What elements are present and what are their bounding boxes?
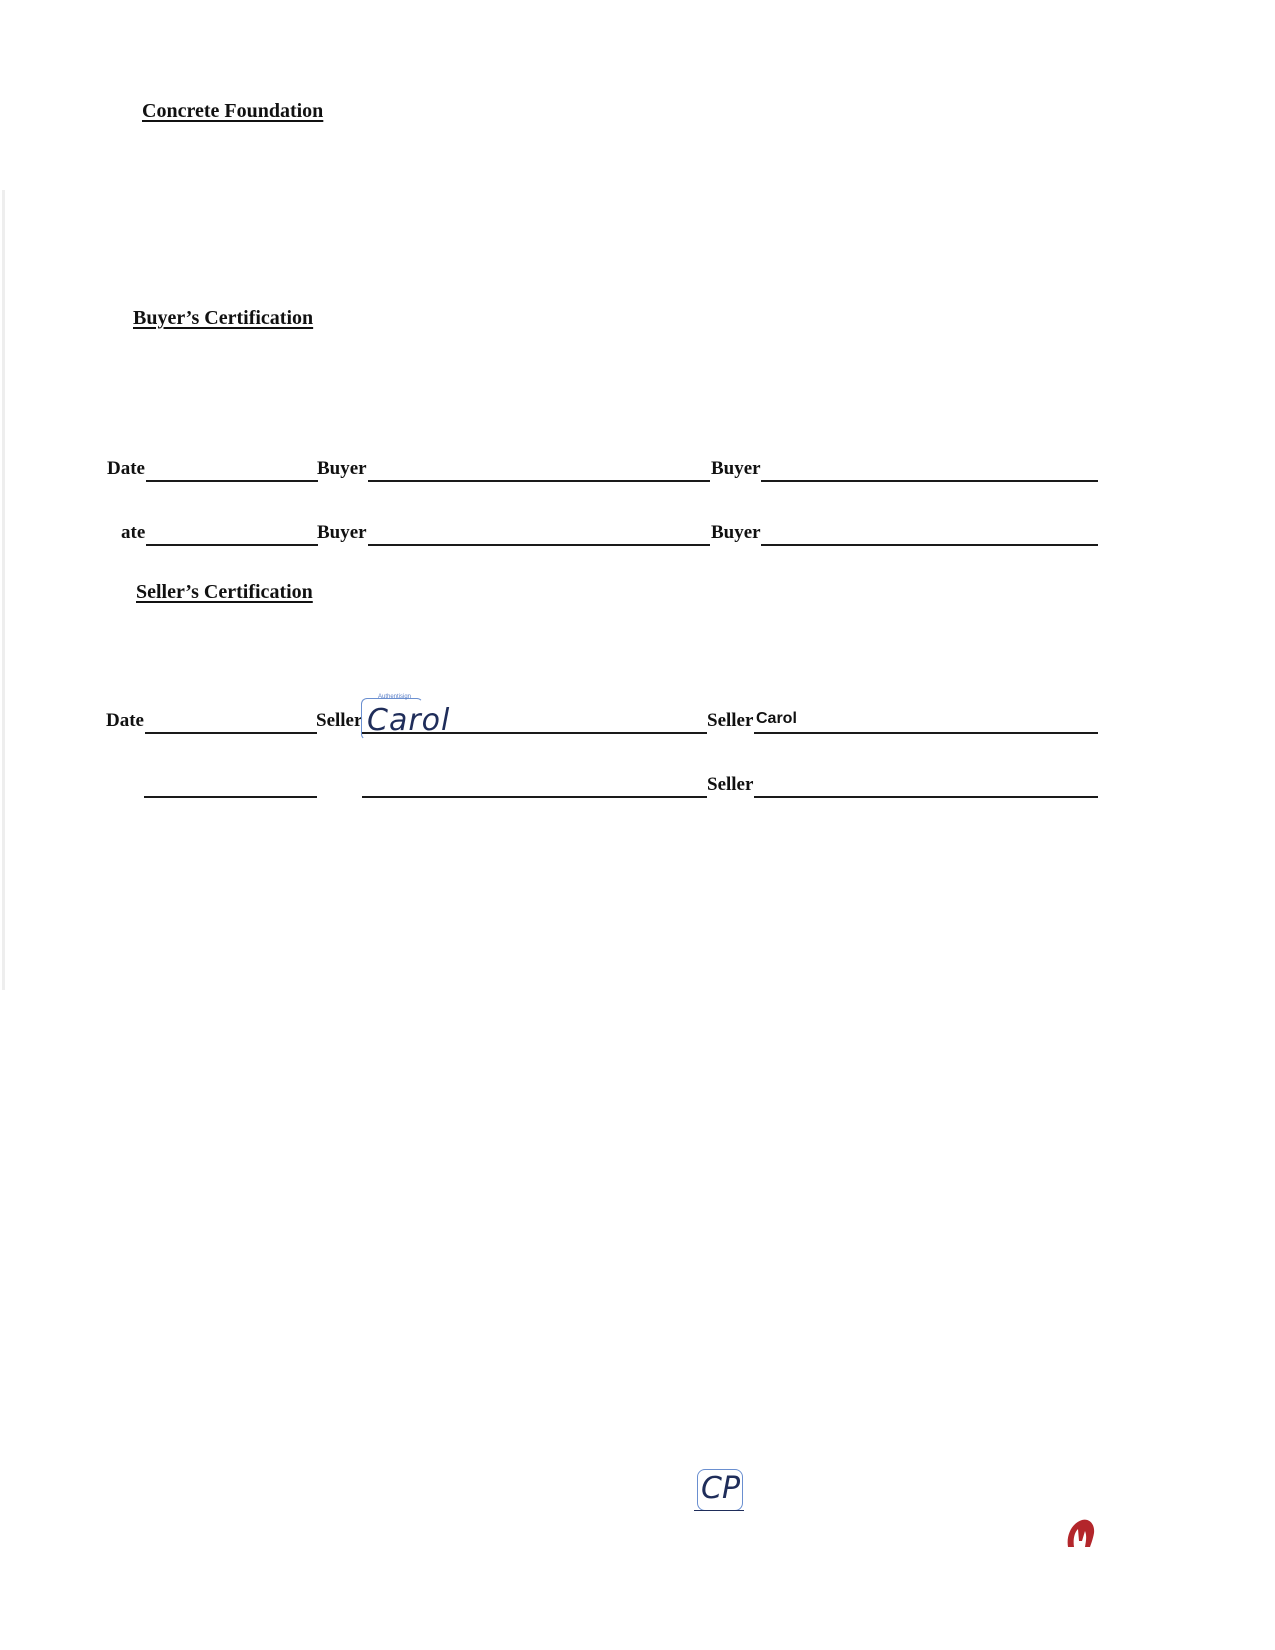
initials-signature: CP bbox=[701, 1471, 741, 1506]
buyer-row1-buyer1-label: Buyer bbox=[317, 458, 367, 479]
brand-logo-icon bbox=[1064, 1517, 1098, 1549]
seller-row1-date-line[interactable] bbox=[145, 732, 317, 734]
buyer-row2-buyer2-label: Buyer bbox=[711, 522, 761, 543]
buyer-row2-date-label: ate bbox=[121, 522, 146, 543]
seller-row1-seller2-label: Seller bbox=[707, 710, 754, 731]
heading-concrete-foundation: Concrete Foundation bbox=[142, 100, 324, 122]
signature-tag: Authentisign bbox=[378, 694, 412, 700]
buyer-row1-buyer2-line[interactable] bbox=[761, 480, 1098, 482]
buyer-row1-date-line[interactable] bbox=[146, 480, 318, 482]
buyer-row1-date-label: Date bbox=[107, 458, 145, 479]
buyer-row2-buyer1-line[interactable] bbox=[368, 544, 710, 546]
heading-buyers-certification: Buyer’s Certification bbox=[133, 307, 314, 329]
scan-edge bbox=[2, 190, 5, 990]
buyer-row2-buyer2-line[interactable] bbox=[761, 544, 1098, 546]
buyer-row1-buyer1-line[interactable] bbox=[368, 480, 710, 482]
seller-row1-seller2-line[interactable] bbox=[754, 732, 1098, 734]
seller-row2-seller1-line[interactable] bbox=[362, 796, 707, 798]
heading-sellers-certification: Seller’s Certification bbox=[136, 581, 313, 603]
seller-row2-seller2-line[interactable] bbox=[754, 796, 1098, 798]
seller2-typed-name: Carol bbox=[756, 710, 797, 727]
seller-row2-seller2-label-clip bbox=[707, 774, 755, 795]
initials-line bbox=[694, 1510, 744, 1511]
seller-row2-seller2-label: Seller bbox=[707, 774, 754, 795]
buyer-row2-buyer1-label: Buyer bbox=[317, 522, 367, 543]
seller1-signature: Carol bbox=[367, 703, 451, 738]
seller-row1-date-label: Date bbox=[106, 710, 144, 731]
seller-row1-seller1-label: Seller bbox=[316, 710, 363, 731]
buyer-row1-buyer2-label: Buyer bbox=[711, 458, 761, 479]
buyer-row2-date-line[interactable] bbox=[146, 544, 318, 546]
seller-row2-date-line[interactable] bbox=[144, 796, 317, 798]
